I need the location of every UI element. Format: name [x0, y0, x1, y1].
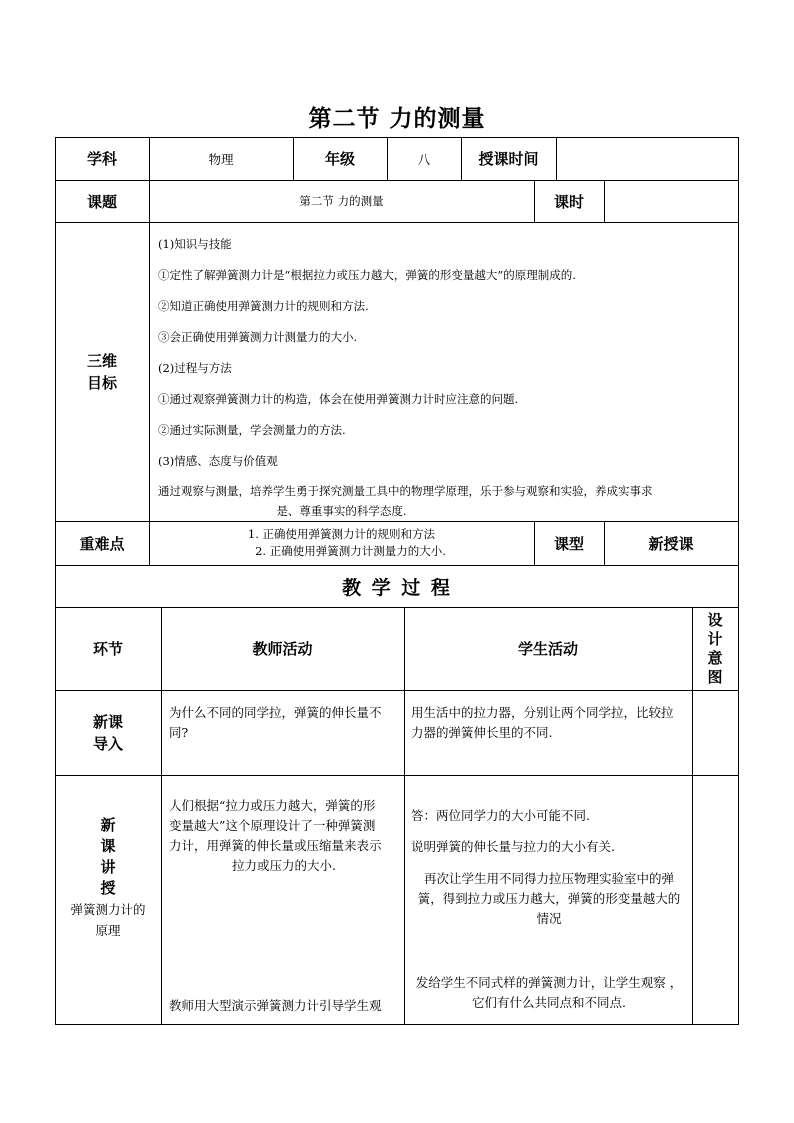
header-teacher: 教师活动 [252, 640, 313, 658]
row-stage-line: 讲 [100, 858, 116, 876]
goal-line: ②通过实际测量，学会测量力的方法. [158, 423, 346, 437]
time-value [556, 137, 738, 180]
row-stage-sub: 弹簧测力计的 [70, 902, 146, 917]
text-line: 用生活中的拉力器，分别让两个同学拉，比较拉 [411, 705, 674, 720]
topic-value: 第二节 力的测量 [299, 194, 384, 208]
text-line: 人们根据“拉力或压力越大，弹簧的形 [169, 798, 376, 813]
page-title: 第二节 力的测量 [308, 106, 486, 132]
row-stage-line: 新 [100, 816, 116, 834]
goal-line: (2)过程与方法 [158, 361, 232, 375]
lesson-type-value: 新授课 [648, 534, 694, 553]
text-line: 变量越大”这个原理设计了一种弹簧测 [169, 818, 376, 833]
grade-label: 年级 [324, 150, 355, 168]
text-line: 同? [169, 725, 189, 740]
text-line: 力器的弹簧伸长里的不同. [411, 725, 553, 740]
teacher-activity: 教师用大型演示弹簧测力计引导学生观 [169, 998, 382, 1013]
student-activity [411, 703, 689, 743]
topic-label: 课题 [86, 192, 117, 211]
teacher-activity [169, 796, 399, 876]
goal-line: 通过观察与测量，培养学生勇于探究测量工具中的物理学原理，乐于参与观察和实验，养成实事求 [158, 484, 653, 498]
grade-value: 八 [417, 151, 431, 167]
goals-label [55, 222, 149, 521]
time-label: 授课时间 [478, 150, 539, 168]
header-design-char: 设 [707, 610, 723, 629]
goals-label-line: 目标 [86, 373, 117, 392]
header-design-char: 计 [707, 629, 723, 648]
goals-label-line: 三维 [86, 351, 117, 370]
process-heading: 教 学 过 程 [342, 576, 452, 599]
goal-line: (1)知识与技能 [158, 237, 232, 251]
hours-value [604, 180, 738, 222]
text-line: 它们有什么共同点和不同点. [472, 995, 626, 1010]
text-line: 再次让学生用不同得力拉压物理实验室中的弹 [423, 871, 674, 886]
teacher-activity [169, 703, 399, 743]
hours-label: 课时 [553, 192, 584, 211]
text-line: 情况 [536, 911, 562, 926]
header-design-char: 图 [707, 667, 723, 686]
key-point-item: 1. 正确使用弹簧测力计的规则和方法 [247, 527, 436, 541]
header-stage: 环节 [92, 640, 123, 658]
header-student: 学生活动 [517, 640, 578, 658]
student-activity [408, 973, 690, 1013]
key-point-item: 2. 正确使用弹簧测力计测量力的大小. [255, 544, 446, 558]
student-activity: 答：两位同学力的大小可能不同. [411, 808, 590, 823]
row-stage-line: 新课 [92, 712, 123, 731]
text-line: 发给学生不同式样的弹簧测力计，让学生观察 ， [415, 975, 683, 990]
row-stage-sub: 原理 [95, 923, 121, 938]
row-stage-line: 导入 [92, 734, 123, 753]
goal-line: ①通过观察弹簧测力计的构造，体会在使用弹簧测力计时应注意的问题. [158, 392, 519, 406]
text-line: 力计，用弹簧的伸长量或压缩量来表示 [169, 838, 382, 853]
goal-line: ③会正确使用弹簧测力计测量力的大小. [158, 330, 358, 344]
text-line: 拉力或压力的大小. [232, 858, 336, 873]
header-design-char: 意 [707, 648, 723, 667]
subject-value: 物理 [208, 151, 234, 167]
header-design [692, 607, 738, 690]
goal-line: ②知道正确使用弹簧测力计的规则和方法. [158, 299, 369, 313]
row-stage [55, 690, 161, 775]
lesson-type-label: 课型 [553, 534, 584, 553]
student-activity [408, 869, 690, 929]
goal-line: (3)情感、态度与价值观 [158, 454, 278, 468]
subject-label: 学科 [86, 150, 117, 168]
key-points-label: 重难点 [79, 534, 125, 553]
row-stage-line: 课 [100, 837, 116, 855]
text-line: 为什么不同的同学拉，弹簧的伸长量不 [169, 705, 382, 720]
key-points-list [149, 521, 534, 565]
row-stage [55, 815, 161, 941]
text-line: 簧，得到拉力或压力越大，弹簧的形变量越大的 [417, 891, 681, 906]
row-stage-line: 授 [100, 879, 116, 897]
goal-line: 是、尊重事实的科学态度. [276, 504, 407, 518]
student-activity: 说明弹簧的伸长量与拉力的大小有关. [411, 839, 615, 854]
goal-line: ①定性了解弹簧测力计是“根据拉力或压力越大，弹簧的形变量越大”的原理制成的. [158, 268, 576, 282]
